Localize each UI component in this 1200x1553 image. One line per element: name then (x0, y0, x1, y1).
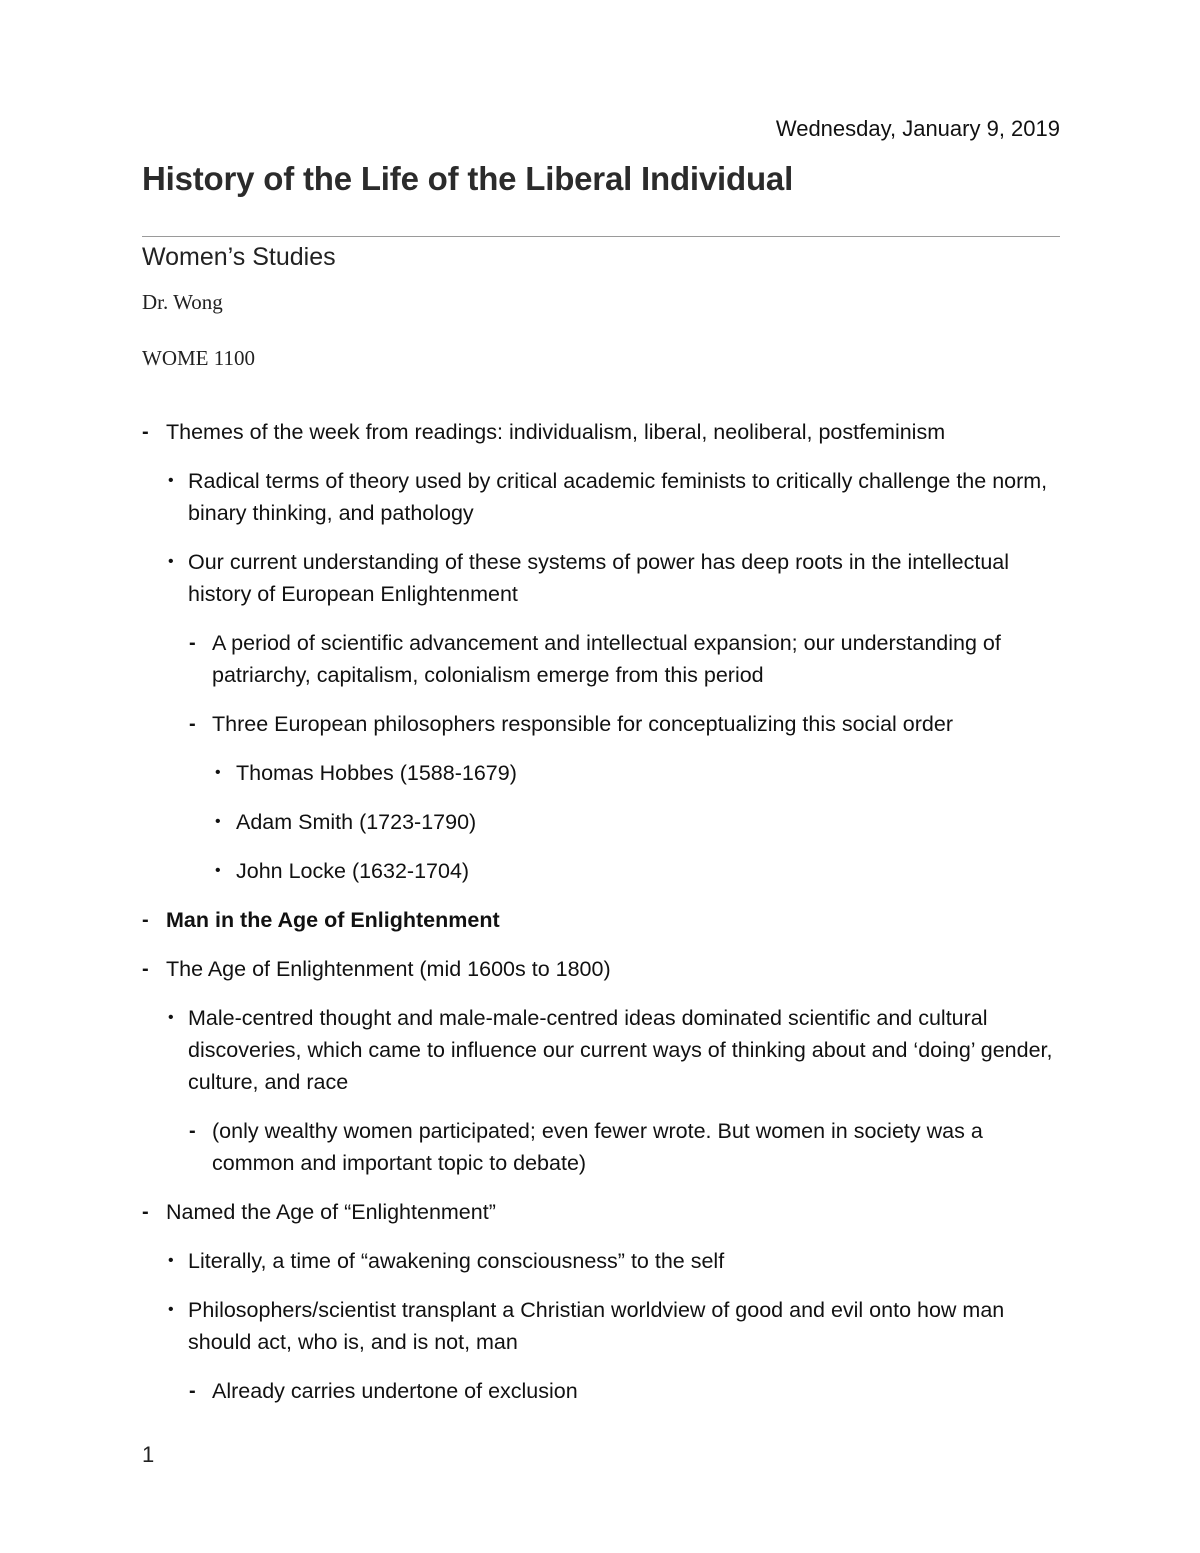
outline-item (142, 953, 1062, 985)
outline-item-text: Man in the Age of Enlightenment (166, 908, 500, 932)
dash-bullet-icon: - (142, 958, 149, 980)
dot-bullet-icon: • (168, 553, 174, 570)
outline-item-text: Male-centred thought and male-male-centred ideas dominated scientific and cultural discoveries, which came to influence our current ways of thinking about and ‘doing’ gender, culture, and race (188, 1006, 1053, 1094)
dot-bullet-icon: • (168, 1009, 174, 1026)
outline-item-text: A period of scientific advancement and intellectual expansion; our understanding of patriarchy, capitalism, colonialism emerge from this period (212, 631, 1001, 687)
outline-item-text: Themes of the week from readings: individualism, liberal, neoliberal, postfeminism (166, 420, 946, 444)
dash-bullet-icon: - (142, 421, 149, 443)
course-code: WOME 1100 (142, 346, 255, 370)
outline-item (142, 757, 1062, 789)
outline-item (142, 1115, 1062, 1179)
outline-item (142, 1196, 1062, 1228)
outline-item-text: Three European philosophers responsible for conceptualizing this social order (212, 712, 953, 736)
outline-item-text: Philosophers/scientist transplant a Christian worldview of good and evil onto how man should act, who is, and is not, man (188, 1298, 1005, 1354)
outline-item-text: Adam Smith (1723-1790) (236, 810, 477, 834)
outline-item (142, 904, 1062, 936)
outline-item (142, 806, 1062, 838)
instructor-name: Dr. Wong (142, 290, 223, 314)
outline-item (142, 416, 1062, 448)
dash-bullet-icon: - (189, 1120, 196, 1142)
title-divider (142, 236, 1060, 237)
outline-item-text: (only wealthy women participated; even fewer wrote. But women in society was a common and important topic to debate) (212, 1119, 983, 1175)
outline-item-text: Already carries undertone of exclusion (212, 1379, 578, 1403)
outline-item-text: Named the Age of “Enlightenment” (166, 1200, 496, 1224)
outline-item (142, 855, 1062, 887)
outline-item-text: Thomas Hobbes (1588-1679) (236, 761, 517, 785)
dash-bullet-icon: - (189, 632, 196, 654)
outline-item (142, 1002, 1062, 1098)
dot-bullet-icon: • (215, 764, 221, 781)
page-number: 1 (142, 1442, 155, 1467)
outline-item (142, 1294, 1062, 1358)
dot-bullet-icon: • (215, 813, 221, 830)
notes-outline (142, 416, 1062, 1424)
dash-bullet-icon: - (142, 909, 149, 931)
course-subject: Women’s Studies (142, 243, 336, 271)
dot-bullet-icon: • (168, 1301, 174, 1318)
dot-bullet-icon: • (168, 1252, 174, 1269)
dot-bullet-icon: • (168, 472, 174, 489)
dot-bullet-icon: • (215, 862, 221, 879)
outline-item (142, 627, 1062, 691)
outline-item-text: Radical terms of theory used by critical academic feminists to critically challenge the norm, binary thinking, and pathology (188, 469, 1048, 525)
outline-item (142, 546, 1062, 610)
dash-bullet-icon: - (189, 713, 196, 735)
outline-item-text: Literally, a time of “awakening consciousness” to the self (188, 1249, 725, 1273)
outline-item (142, 1375, 1062, 1407)
outline-item (142, 1245, 1062, 1277)
dash-bullet-icon: - (142, 1201, 149, 1223)
document-title: History of the Life of the Liberal Individual (142, 160, 794, 197)
outline-item-text: John Locke (1632-1704) (236, 859, 470, 883)
outline-item (142, 708, 1062, 740)
outline-item-text: The Age of Enlightenment (mid 1600s to 1800) (166, 957, 611, 981)
outline-item (142, 465, 1062, 529)
dash-bullet-icon: - (189, 1380, 196, 1402)
document-date: Wednesday, January 9, 2019 (775, 116, 1060, 141)
outline-item-text: Our current understanding of these systems of power has deep roots in the intellectual history of European Enlightenment (188, 550, 1010, 606)
